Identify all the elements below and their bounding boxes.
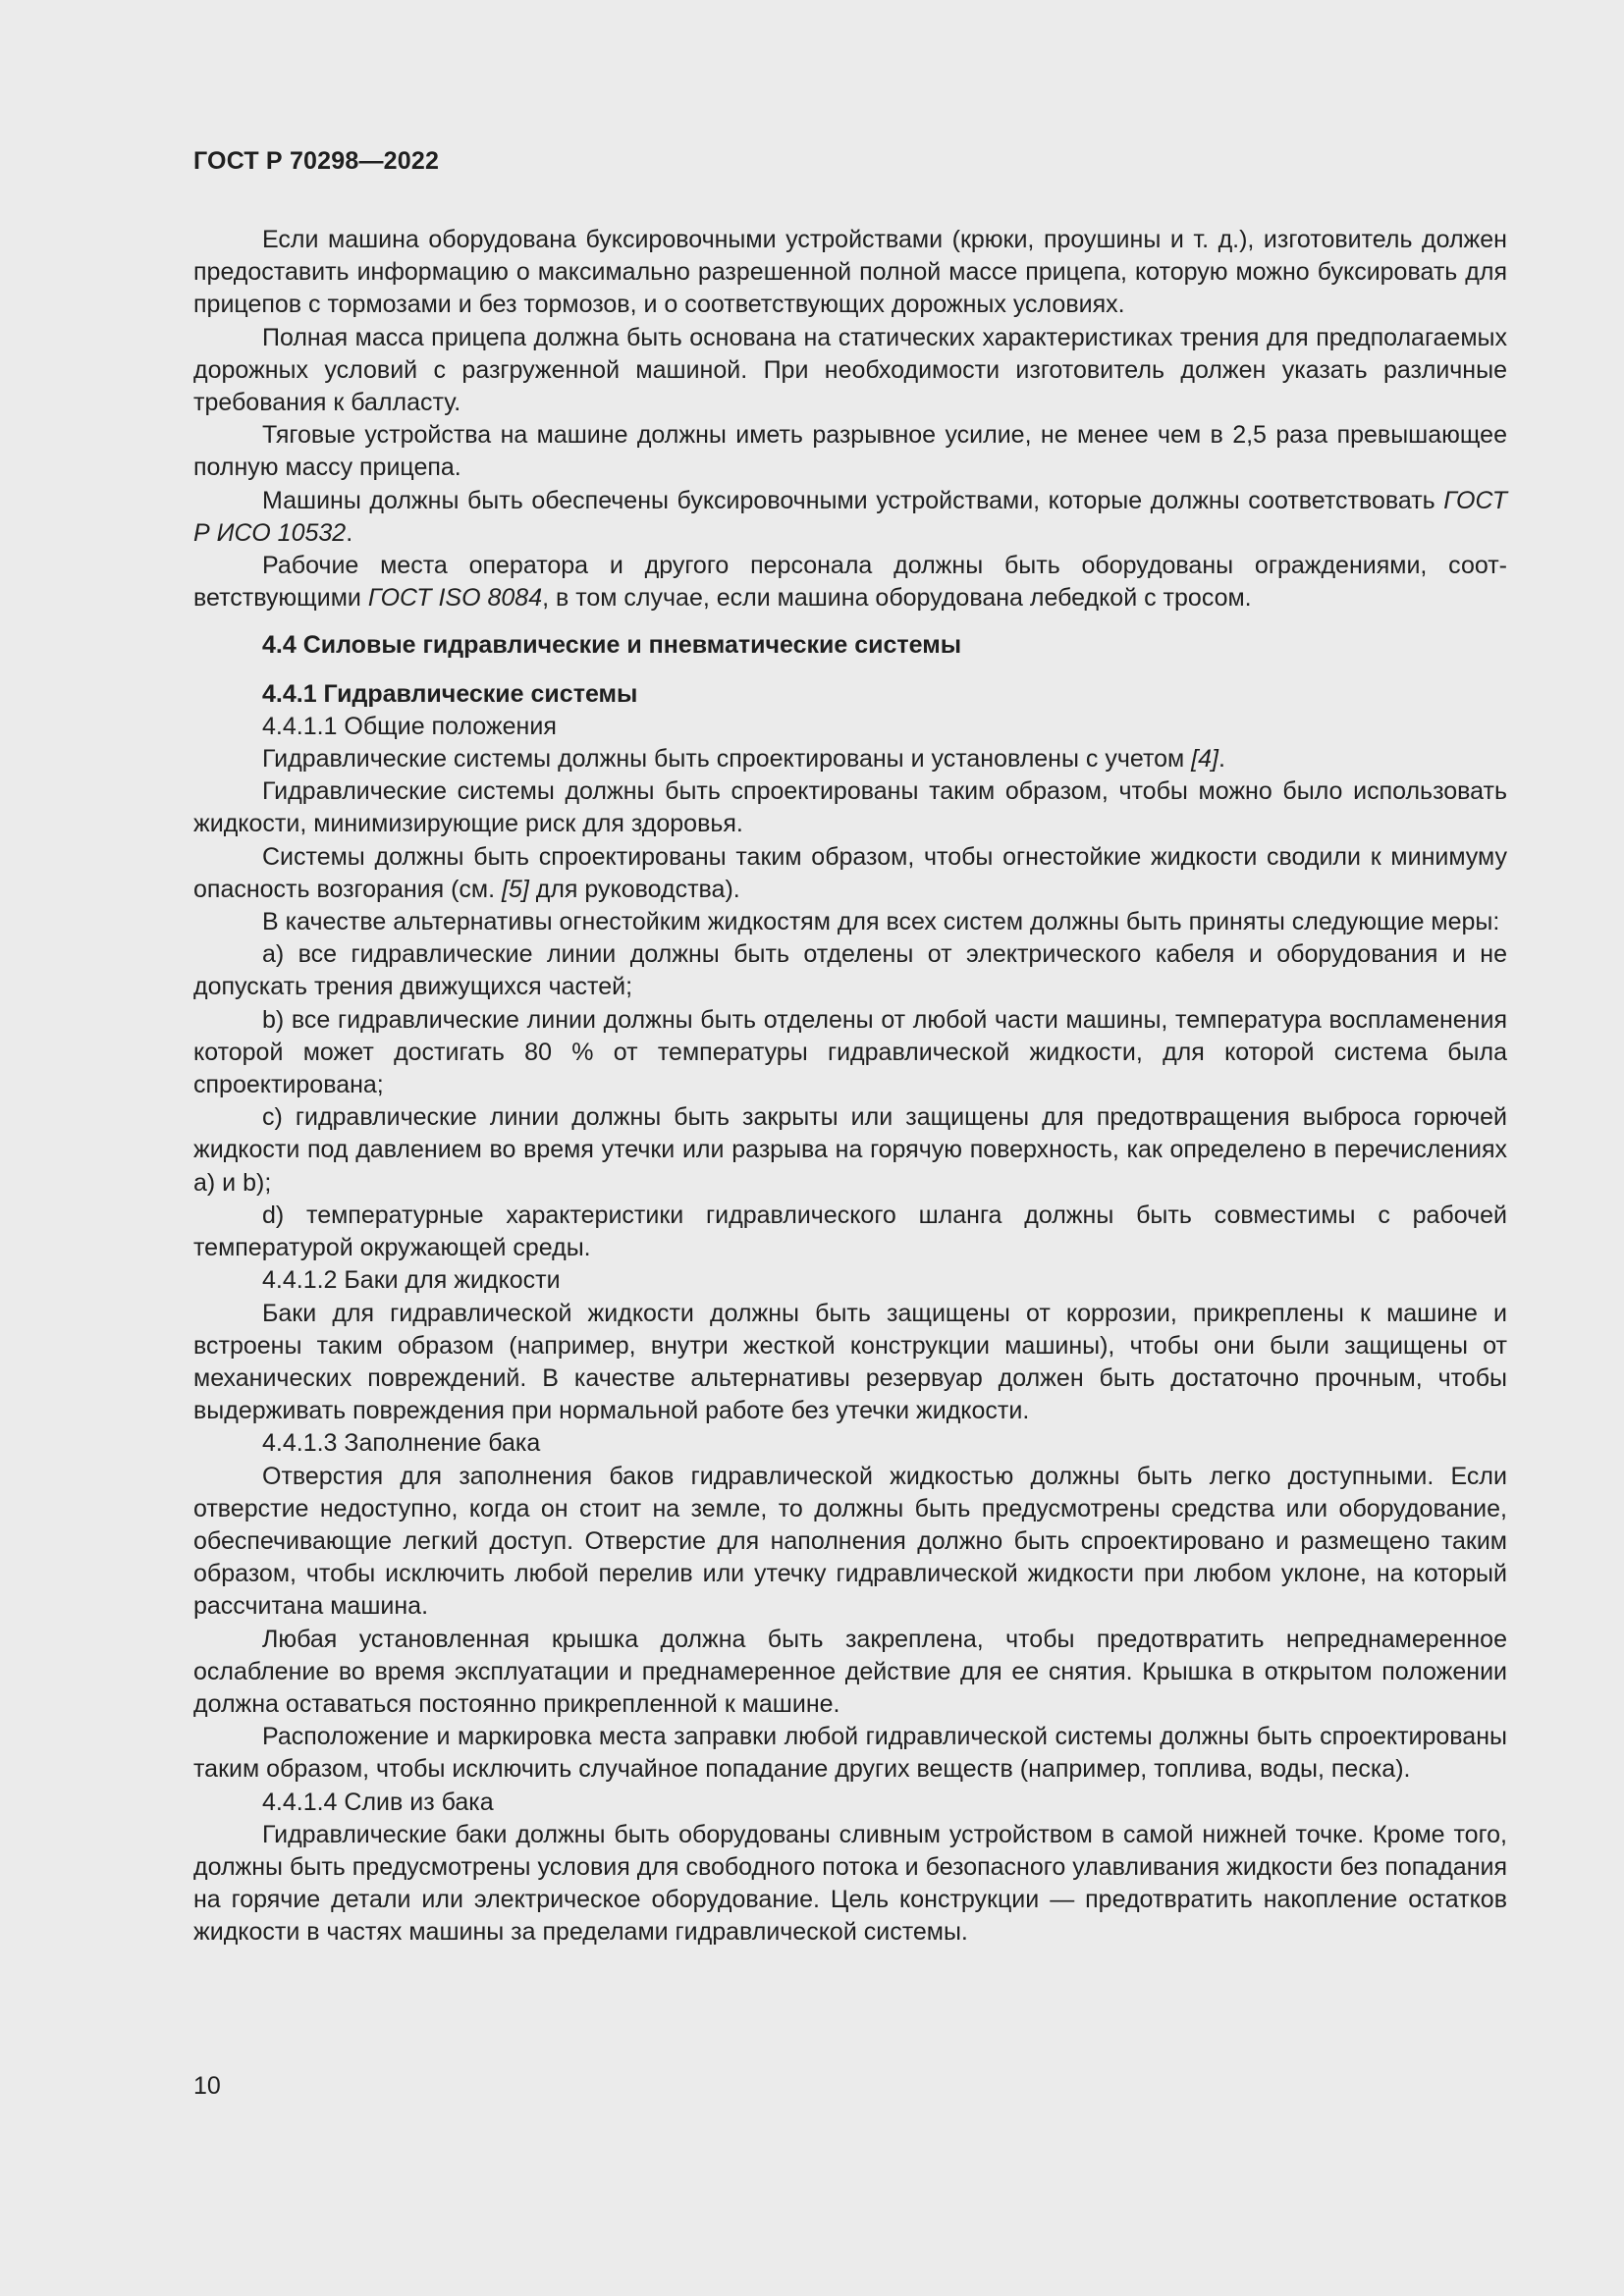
paragraph [193, 485, 1507, 550]
bibliography-reference: [4] [1191, 745, 1218, 774]
paragraph [193, 550, 1507, 614]
paragraph: Гидравлические системы должны быть спроектированы таким образом, чтобы можно было использовать жидкости, минимизирующие риск для здоровья. [193, 777, 1507, 838]
paragraph-text: Гидравлические системы должны быть спроектированы и установлены с учетом [262, 745, 1192, 774]
paragraph-text: . [346, 518, 353, 547]
paragraph: Отверстия для заполнения баков гидравлической жидкостью должны быть легко доступными. Если отверстие недоступно, когда он стоит на земле, то должны быть предусмотрены средства или оборудование, обеспечивающие легкий доступ. Отверстие для наполнения должно быть спроектировано и размещено таким образом, чтобы исключить любой перелив или утечку гидравлической жидкости при любом уклоне, на который рассчитана машина. [193, 1462, 1507, 1621]
paragraph: Тяговые устройства на машине должны иметь разрывное усилие, не менее чем в 2,5 раза превышающее полную массу прицепа. [193, 421, 1507, 482]
list-item-c: c) гидравлические линии должны быть закрыты или защищены для предотвращения выброса горючей жидкости под давлением во время утечки или разрыва на горячую поверхность, как определено в перечислениях a) и b); [193, 1103, 1507, 1197]
standard-reference: ГОСТ ISO 8084 [367, 584, 543, 613]
document-body [193, 224, 1507, 1949]
paragraph-text: для руководства). [528, 875, 740, 903]
standard-reference: ГОСТ Р ИСО 10532 [193, 486, 1507, 547]
paragraph: Если машина оборудована буксировочными устройствами (крюки, проушины и т. д.), изготовитель должен предоставить информацию о максимально разрешенной полной массе прицепа, которую можно буксировать для прицепов с тормозами и без тормозов, и о соответствующих дорожных условиях. [193, 226, 1507, 319]
paragraph: Полная масса прицепа должна быть основана на статических характеристиках трения для предполагаемых дорожных условий с разгруженной машиной. При необходимости изготовитель должен указать различные требования к балласту. [193, 323, 1507, 417]
paragraph: Любая установленная крышка должна быть закреплена, чтобы предотвратить непреднамеренное ослабление во время эксплуатации и преднамеренное действие для ее снятия. Крышка в открытом положении должна оставаться постоянно прикрепленной к машине. [193, 1625, 1507, 1718]
paragraph: В качестве альтернативы огнестойким жидкостям для всех систем должны быть приняты следующие меры: [262, 908, 1500, 936]
paragraph-text: Машины должны быть обеспечены буксировочными устройствами, которые должны соответствовать [262, 486, 1444, 514]
subsection-heading-4-4-1-4: 4.4.1.4 Слив из бака [262, 1788, 494, 1816]
subsection-heading-4-4-1-3: 4.4.1.3 Заполнение бака [262, 1429, 541, 1458]
paragraph: Гидравлические баки должны быть оборудованы сливным устройством в самой нижней точке. Кроме того, должны быть предусмотрены условия для свободного потока и безопасного улавливания жидкости без попадания на горячие детали или электрическое оборудование. Цель конструкции — предотвратить накопление остатков жидкости в частях машины за пределами гидравлической системы. [193, 1820, 1507, 1947]
paragraph: Баки для гидравлической жидкости должны быть защищены от коррозии, прикреплены к машине и встроены таким образом (например, внутри жесткой конструкции машины), чтобы они были защищены от механических повреждений. В качестве альтернативы резервуар должен быть достаточно прочным, чтобы выдерживать повреждения при нормальной работе без утечки жидкости. [193, 1299, 1507, 1425]
bibliography-reference: [5] [502, 875, 529, 903]
paragraph-text: Рабочие места оператора и другого персонала должны быть оборудованы ограждениями, соответствующими [193, 552, 1507, 613]
list-item-d: d) температурные характеристики гидравлического шланга должны быть совместимы с рабочей температурой окружающей среды. [193, 1201, 1507, 1262]
paragraph-text: . [1218, 745, 1225, 774]
section-heading-4-4: 4.4 Силовые гидравлические и пневматические системы [262, 631, 962, 660]
document-header: ГОСТ Р 70298—2022 [193, 147, 440, 175]
section-heading-4-4-1: 4.4.1 Гидравлические системы [262, 679, 638, 708]
page-number: 10 [193, 2072, 221, 2100]
list-item-a: a) все гидравлические линии должны быть отделены от электрического кабеля и оборудования и не допускать трения движущихся частей; [193, 940, 1507, 1001]
paragraph [193, 743, 1507, 775]
paragraph [193, 841, 1507, 906]
paragraph: Расположение и маркировка места заправки любой гидравлической системы должны быть спроектированы таким образом, чтобы исключить случайное попадание других веществ (например, топлива, воды, песка). [193, 1723, 1507, 1784]
list-item-b: b) все гидравлические линии должны быть отделены от любой части машины, температура воспламенения которой может достигать 80 % от температуры гидравлической жидкости, для которой система была спроектирована; [193, 1005, 1507, 1099]
paragraph-text: , в том случае, если машина оборудована лебедкой с тросом. [542, 584, 1252, 613]
paragraph-text: Системы должны быть спроектированы таким образом, чтобы огнестойкие жидкости сводили к минимуму опасность возгорания (см. [193, 842, 1507, 903]
subsection-heading-4-4-1-2: 4.4.1.2 Баки для жидкости [262, 1266, 561, 1295]
subsection-heading-4-4-1-1: 4.4.1.1 Общие положения [262, 712, 557, 740]
